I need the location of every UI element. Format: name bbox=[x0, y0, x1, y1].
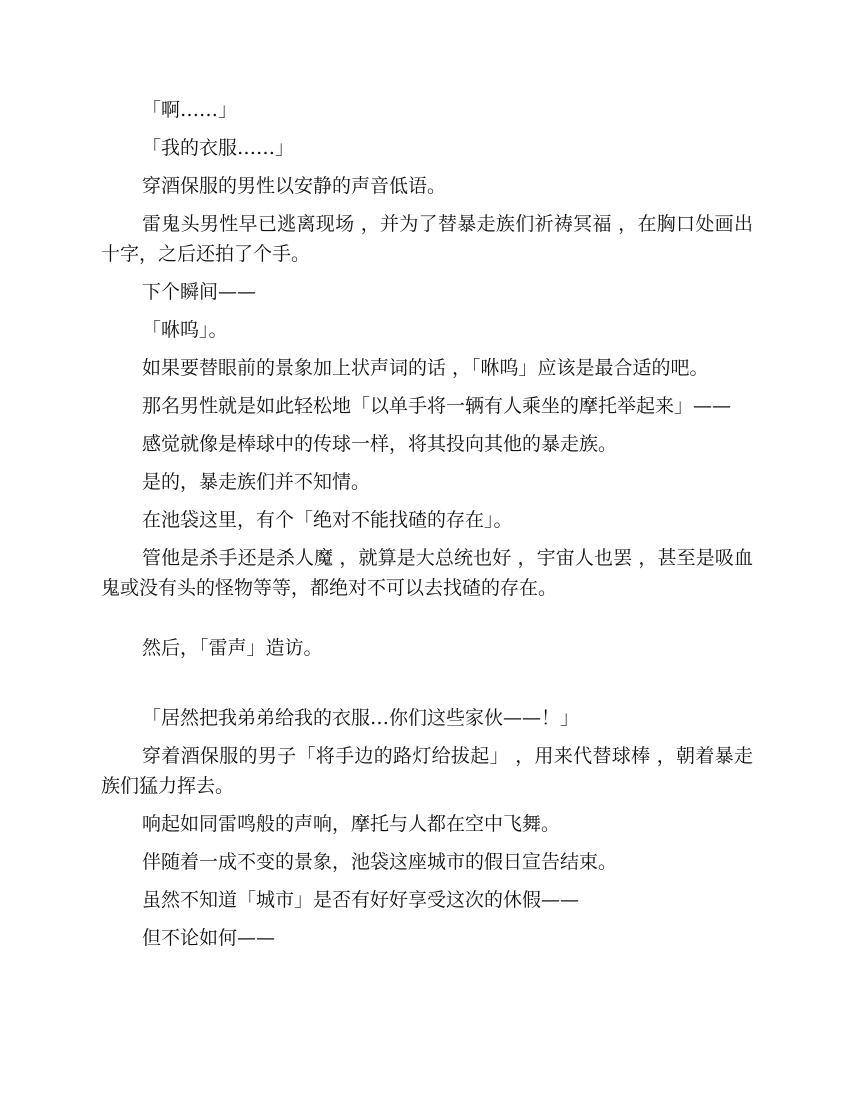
paragraph: 管他是杀手还是杀人魔 ，就算是大总统也好 ，宇宙人也罢 ，甚至是吸血鬼或没有头的怪物等等，都绝对不可以去找碴的存在。 bbox=[101, 547, 753, 599]
paragraph: 下个瞬间—— bbox=[142, 281, 257, 303]
paragraph: 感觉就像是棒球中的传球一样，将其投向其他的暴走族。 bbox=[142, 433, 618, 455]
paragraph: 「我的衣服……」 bbox=[142, 137, 295, 159]
paragraph: 虽然不知道「城市」是否有好好享受这次的休假—— bbox=[142, 889, 580, 911]
paragraph: 「咻呜」。 bbox=[142, 319, 228, 341]
paragraph: 伴随着一成不变的景象，池袋这座城市的假日宣告结束。 bbox=[142, 851, 618, 873]
paragraph: 雷鬼头男性早已逃离现场 ，并为了替暴走族们祈祷冥福 ，在胸口处画出十字，之后还拍了个手。 bbox=[101, 213, 753, 265]
paragraph: 然后，「雷声」造访。 bbox=[142, 637, 323, 659]
paragraph: 那名男性就是如此轻松地「以单手将一辆有人乘坐的摩托举起来」—— bbox=[142, 395, 732, 417]
paragraph: 在池袋这里，有个「绝对不能找碴的存在」。 bbox=[142, 509, 513, 531]
paragraph: 「啊……」 bbox=[142, 99, 238, 121]
paragraph: 穿着酒保服的男子「将手边的路灯给拔起」 ，用来代替球棒 ，朝着暴走族们猛力挥去。 bbox=[101, 745, 753, 797]
paragraph: 如果要替眼前的景象加上状声词的话 ，「咻呜」应该是最合适的吧。 bbox=[142, 357, 709, 379]
paragraph: 是的，暴走族们并不知情。 bbox=[142, 471, 371, 493]
paragraph: 但不论如何—— bbox=[142, 927, 276, 949]
paragraph: 穿酒保服的男性以安静的声音低语。 bbox=[142, 175, 447, 197]
body-text bbox=[101, 95, 753, 961]
paragraph: 「居然把我弟弟给我的衣服…你们这些家伙——！」 bbox=[142, 707, 580, 729]
paragraph: 响起如同雷鸣般的声响，摩托与人都在空中飞舞。 bbox=[142, 813, 561, 835]
